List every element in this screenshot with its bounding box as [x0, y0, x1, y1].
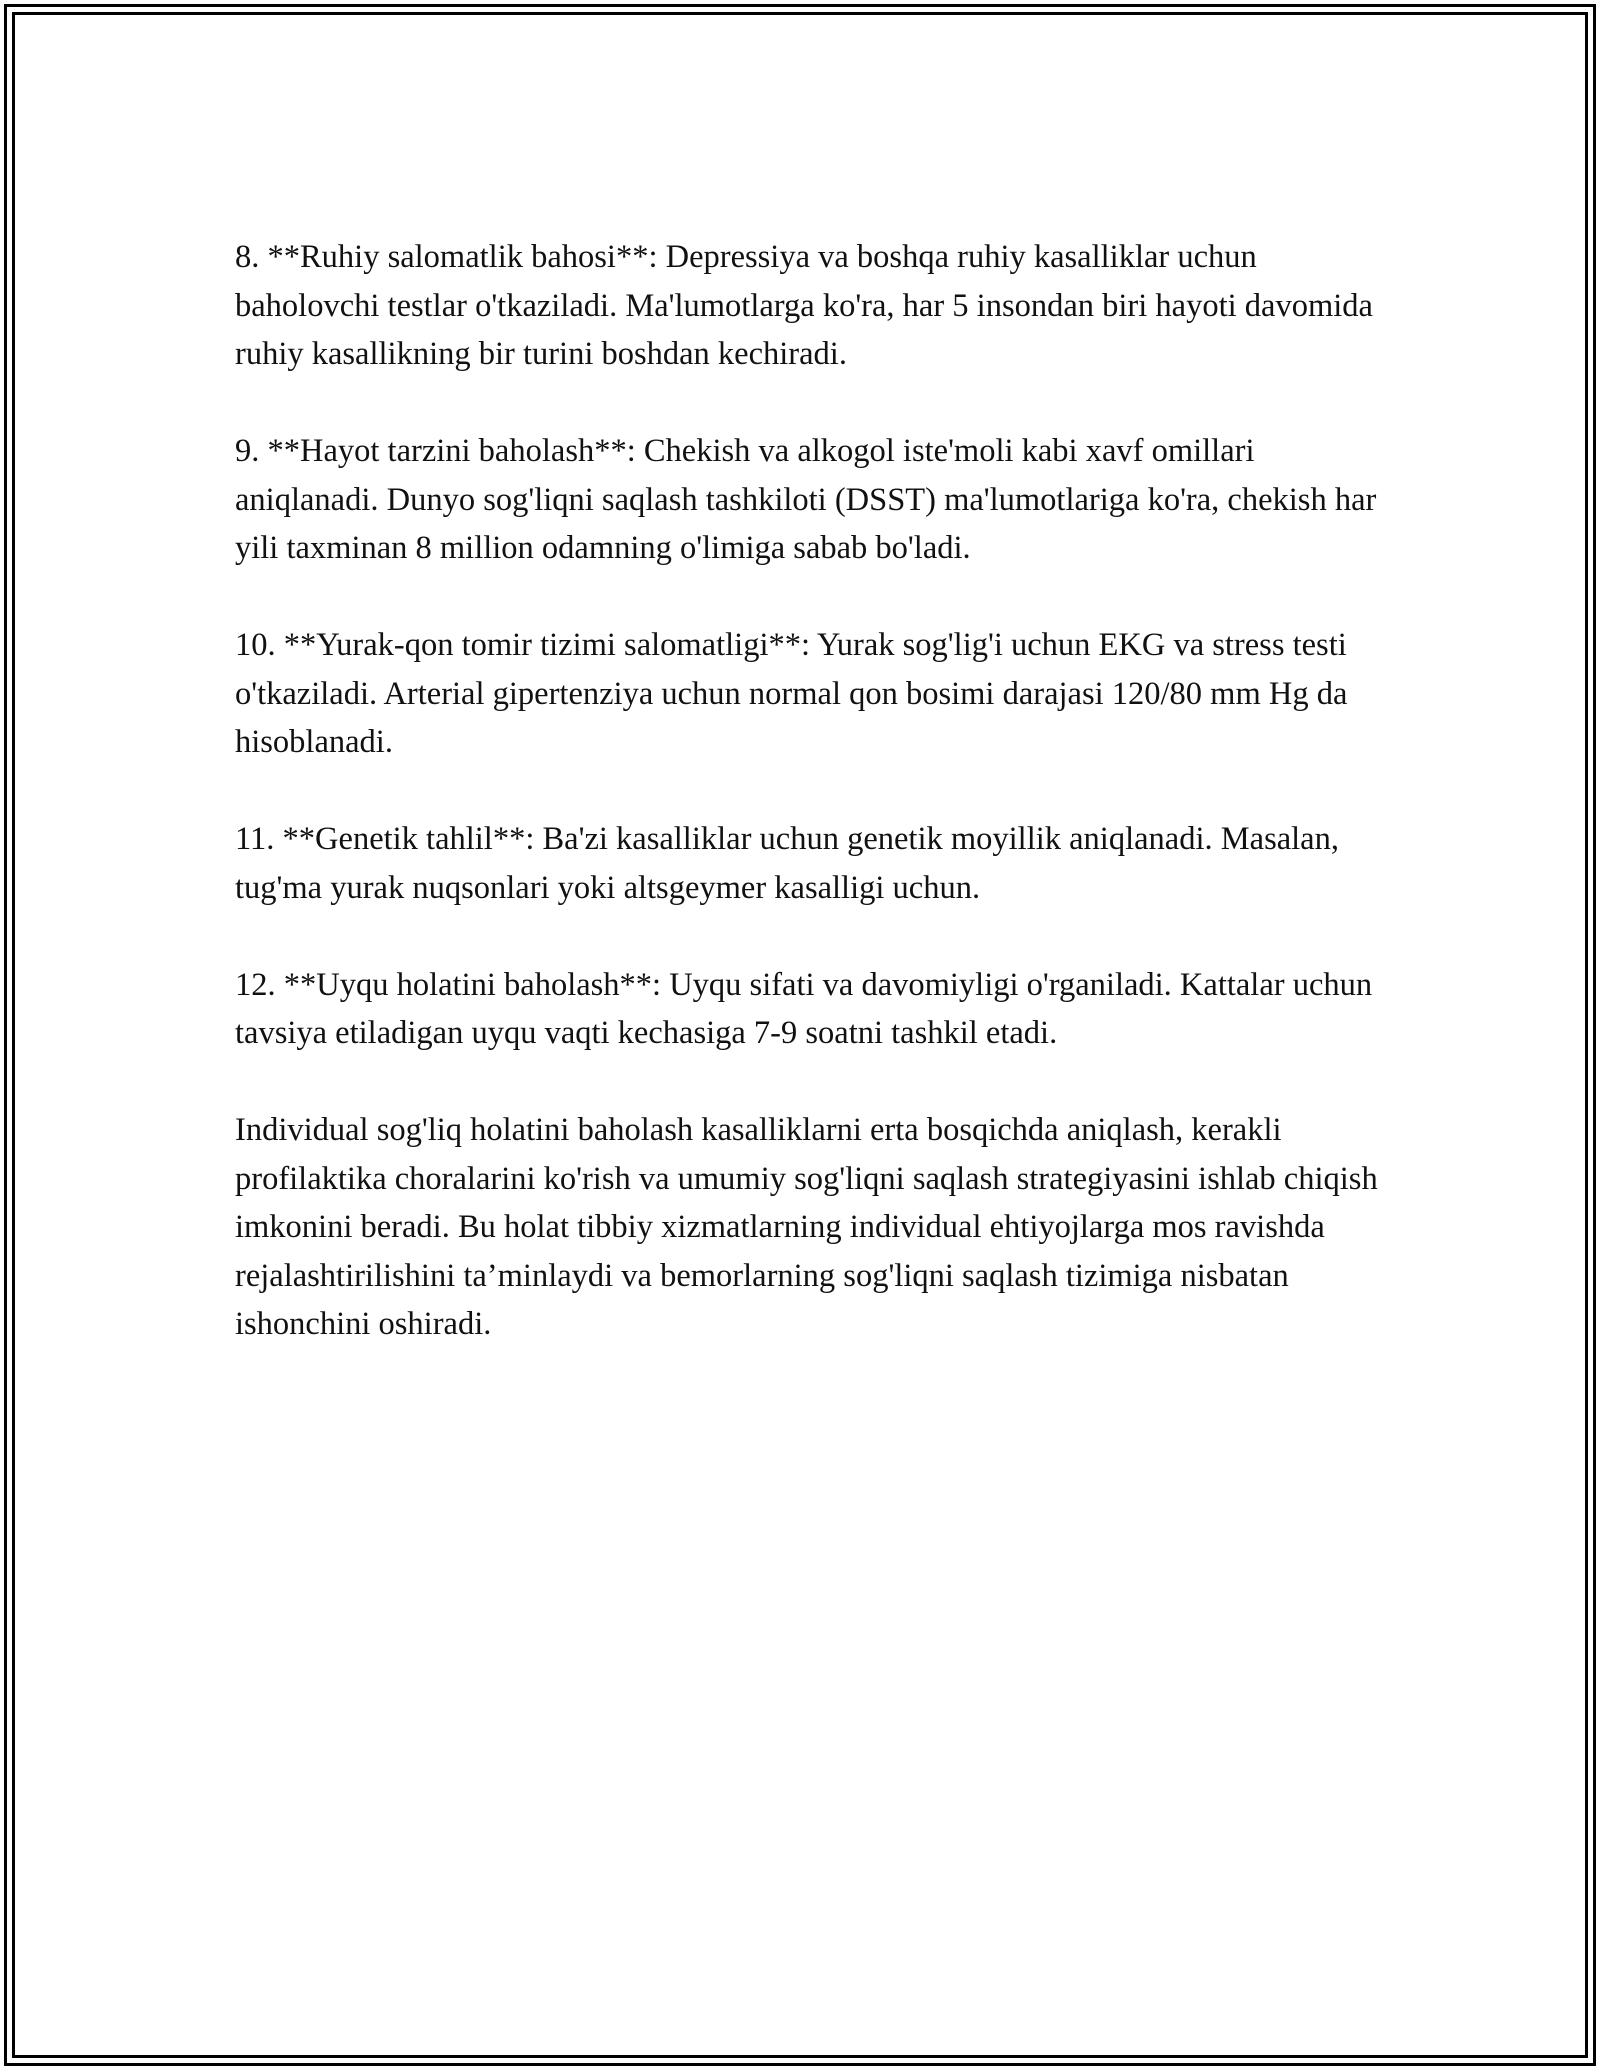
paragraph-lifestyle: 9. **Hayot tarzini baholash**: Chekish va alkogol iste'moli kabi xavf omillari aniqlanadi. Dunyo sog'liqni saqlash tashkiloti (DSST) ma'lumotlariga ko'ra, chekish har yili taxminan 8 million odamning o'limiga sabab bo'ladi.	[235, 433, 1377, 566]
document-body	[235, 233, 1380, 1397]
paragraph-conclusion: Individual sog'liq holatini baholash kasalliklarni erta bosqichda aniqlash, kerakli profilaktika choralarini ko'rish va umumiy sog'liqni saqlash strategiyasini ishlab chiqish imkonini beradi. Bu holat tibbiy xizmatlarning individual ehtiyojlarga mos ravishda rejalashtirilishini ta’minlaydi va bemorlarning sog'liqni saqlash tizimiga nisbatan ishonchini oshiradi.	[235, 1112, 1378, 1342]
paragraph-sleep: 12. **Uyqu holatini baholash**: Uyqu sifati va davomiyligi o'rganiladi. Kattalar uchun tavsiya etiladigan uyqu vaqti kechasiga 7-9 soatni tashkil etadi.	[235, 966, 1373, 1051]
paragraph-cardiovascular: 10. **Yurak-qon tomir tizimi salomatligi**: Yurak sog'lig'i uchun EKG va stress testi o'tkaziladi. Arterial gipertenziya uchun normal qon bosimi darajasi 120/80 mm Hg da hisoblanadi.	[235, 627, 1348, 760]
paragraph-mental-health: 8. **Ruhiy salomatlik bahosi**: Depressiya va boshqa ruhiy kasalliklar uchun baholovchi testlar o'tkaziladi. Ma'lumotlarga ko'ra, har 5 insondan biri hayoti davomida ruhiy kasallikning bir turini boshdan kechiradi.	[235, 239, 1373, 372]
paragraph-genetic-analysis: 11. **Genetik tahlil**: Ba'zi kasalliklar uchun genetik moyillik aniqlanadi. Masalan, tug'ma yurak nuqsonlari yoki altsgeymer kasalligi uchun.	[235, 821, 1339, 906]
